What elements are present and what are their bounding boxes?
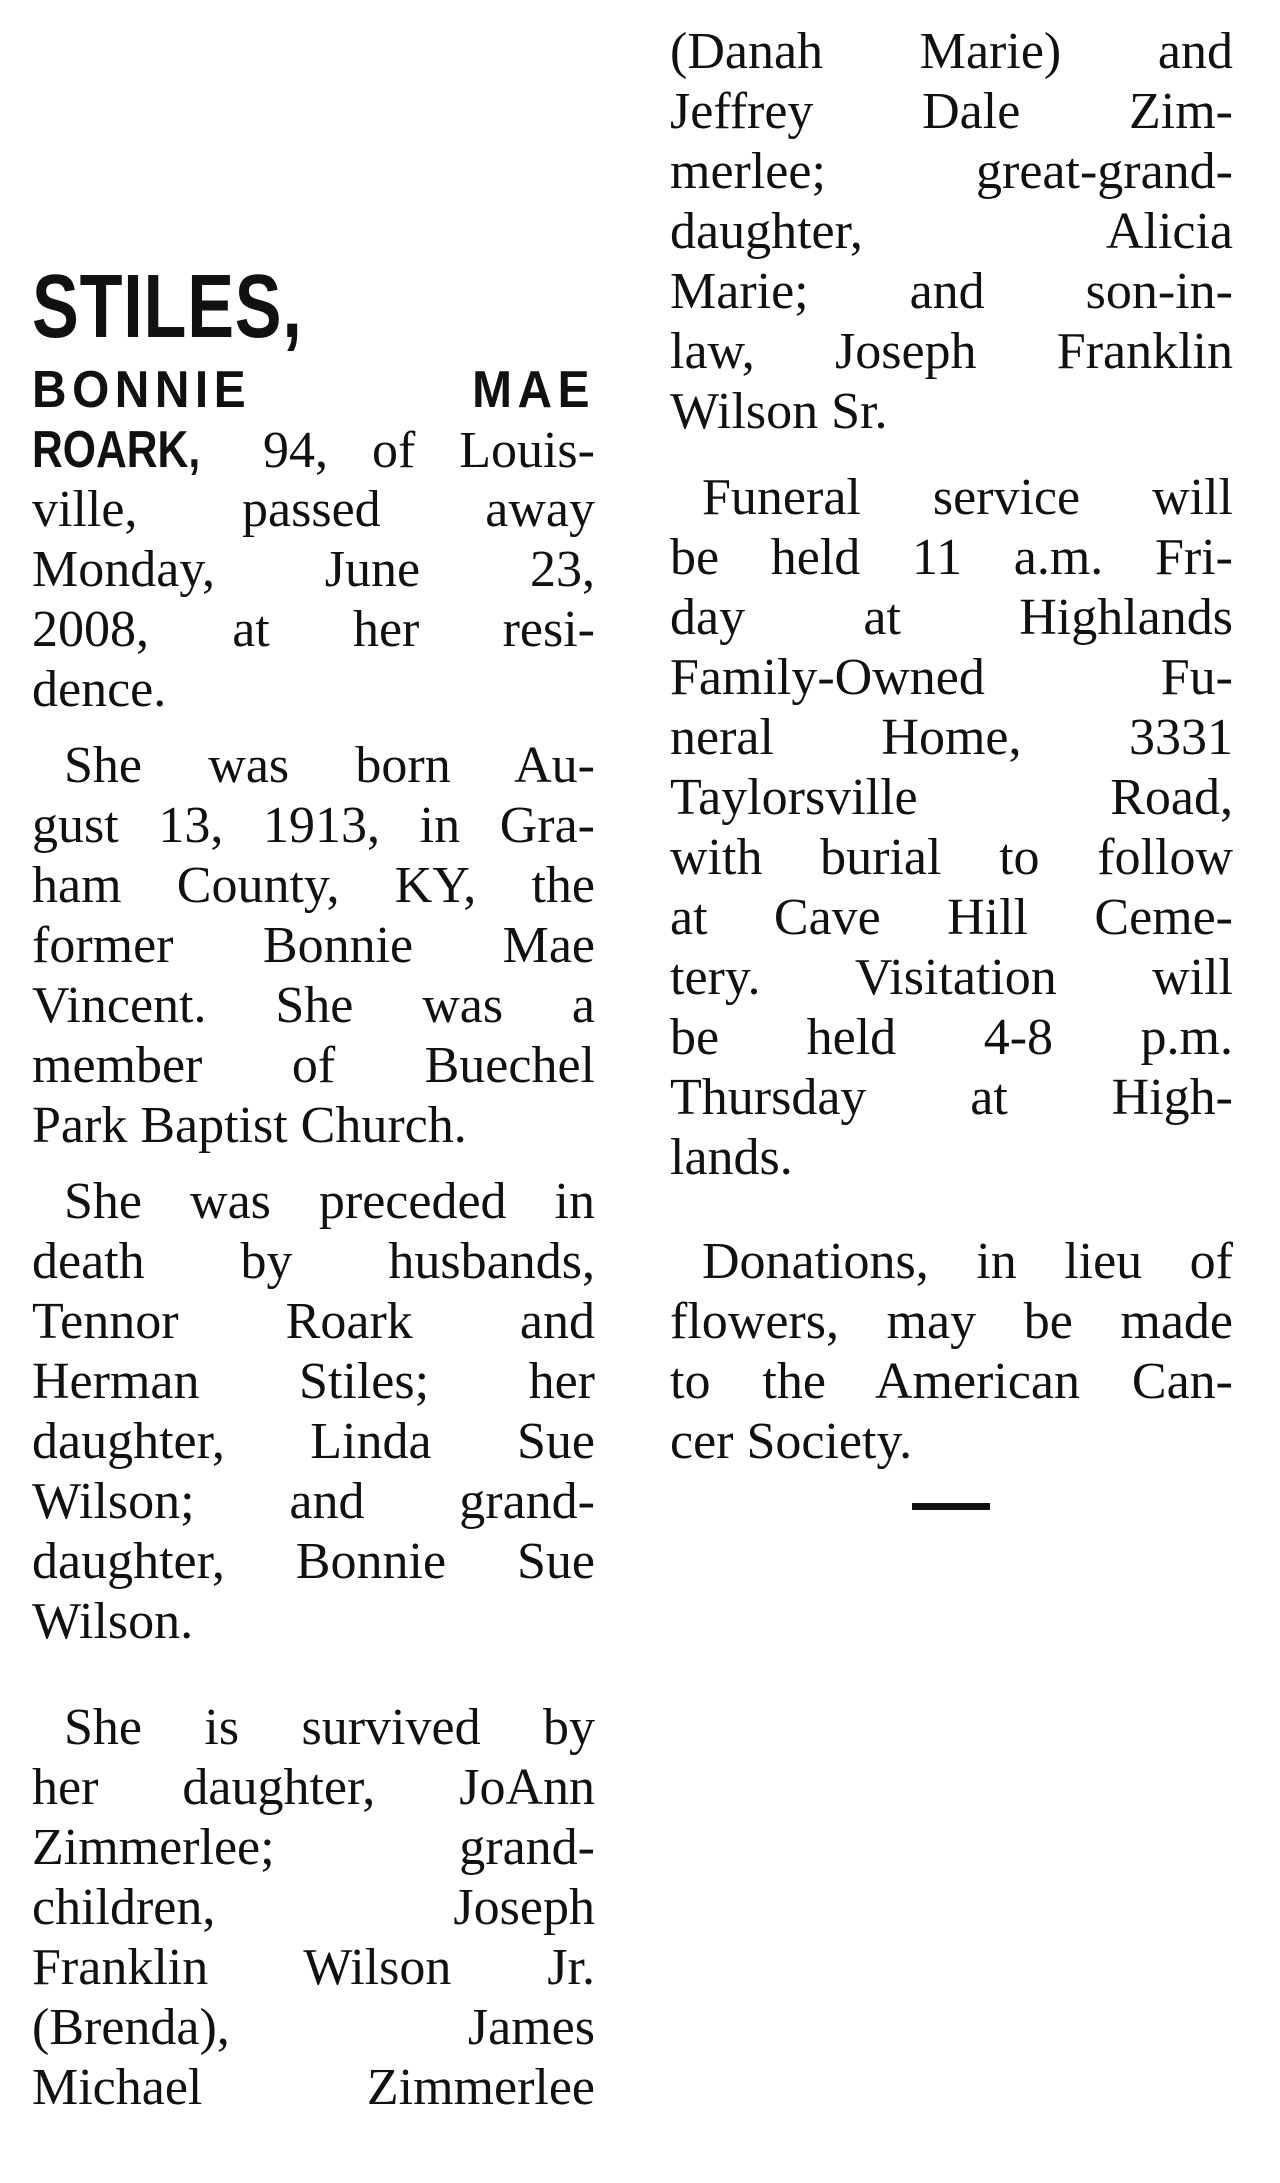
survived-cont-line: Wilson Sr.	[670, 383, 888, 440]
birth-line: former Bonnie Mae	[32, 917, 595, 974]
funeral-line: at Cave Hill Ceme-	[670, 889, 1233, 946]
funeral-line: be held 11 a.m. Fri-	[670, 529, 1233, 586]
donation-line: Donations, in lieu of	[702, 1233, 1233, 1290]
preceded-line: death by husbands,	[32, 1233, 595, 1290]
given-names-heading: BONNIE MAE	[32, 361, 596, 419]
birth-line: She was born Au-	[64, 737, 595, 794]
preceded-line: Herman Stiles; her	[32, 1353, 595, 1410]
intro-line: dence.	[32, 661, 167, 718]
preceded-line: Tennor Roark and	[32, 1293, 595, 1350]
survived-line: (Brenda), James	[32, 1999, 595, 2056]
funeral-line: neral Home, 3331	[670, 709, 1233, 766]
donation-line: flowers, may be made	[670, 1293, 1233, 1350]
survived-line: Franklin Wilson Jr.	[32, 1939, 595, 1996]
donation-line: to the American Can-	[670, 1353, 1233, 1410]
preceded-line: Wilson.	[32, 1593, 194, 1650]
birth-line: gust 13, 1913, in Gra-	[32, 797, 595, 854]
end-rule	[912, 1503, 990, 1510]
survived-cont-line: Jeffrey Dale Zim-	[670, 83, 1233, 140]
funeral-line: with burial to follow	[670, 829, 1233, 886]
maiden-name: ROARK,	[32, 421, 201, 479]
intro-line: 2008, at her resi-	[32, 601, 595, 658]
survived-cont-line: (Danah Marie) and	[670, 23, 1233, 80]
preceded-line: daughter, Bonnie Sue	[32, 1533, 595, 1590]
survived-cont-line: merlee; great-grand-	[670, 143, 1233, 200]
preceded-line: She was preceded in	[64, 1173, 595, 1230]
intro-line-text: 94, of Louis-	[219, 422, 595, 479]
survived-line: Michael Zimmerlee	[32, 2059, 595, 2116]
funeral-line: day at Highlands	[670, 589, 1233, 646]
funeral-line: Thursday at High-	[670, 1069, 1233, 1126]
preceded-line: daughter, Linda Sue	[32, 1413, 595, 1470]
birth-line: ham County, KY, the	[32, 857, 595, 914]
donation-line: cer Society.	[670, 1413, 913, 1470]
intro-line: ville, passed away	[32, 481, 595, 538]
funeral-line: Taylorsville Road,	[670, 769, 1233, 826]
birth-line: member of Buechel	[32, 1037, 595, 1094]
funeral-line: be held 4-8 p.m.	[670, 1009, 1233, 1066]
survived-line: She is survived by	[64, 1699, 595, 1756]
funeral-line: Funeral service will	[702, 469, 1233, 526]
preceded-line: Wilson; and grand-	[32, 1473, 595, 1530]
birth-line: Vincent. She was a	[32, 977, 595, 1034]
intro-line: Monday, June 23,	[32, 541, 595, 598]
survived-cont-line: Marie; and son-in-	[670, 263, 1233, 320]
surname-heading: STILES,	[32, 257, 303, 357]
funeral-line: lands.	[670, 1129, 793, 1186]
survived-line: children, Joseph	[32, 1879, 595, 1936]
funeral-line: tery. Visitation will	[670, 949, 1233, 1006]
survived-line: Zimmerlee; grand-	[32, 1819, 595, 1876]
survived-line: her daughter, JoAnn	[32, 1759, 595, 1816]
survived-cont-line: law, Joseph Franklin	[670, 323, 1233, 380]
intro-line	[32, 420, 595, 481]
funeral-line: Family-Owned Fu-	[670, 649, 1233, 706]
birth-line: Park Baptist Church.	[32, 1097, 467, 1154]
survived-cont-line: daughter, Alicia	[670, 203, 1233, 260]
